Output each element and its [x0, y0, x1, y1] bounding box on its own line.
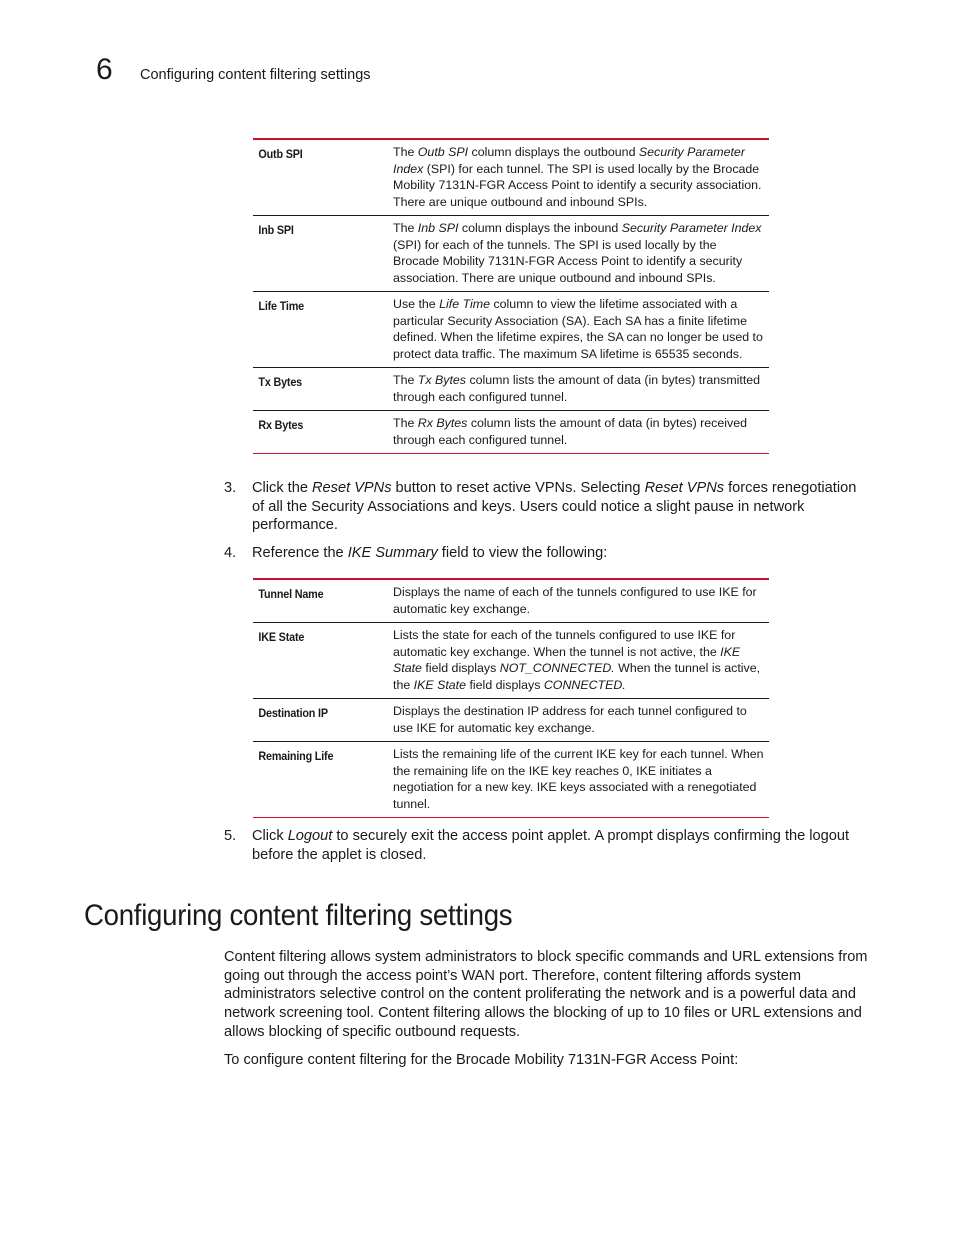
step-4 [224, 544, 870, 563]
italic-text: Tx Bytes [417, 373, 466, 387]
description-cell: Lists the state for each of the tunnels configured to use IKE for automatic key exchange. When the tunnel is not active, the IKE State field displays NOT_CONNECTED. When the tunnel is active, the IKE State field displays CONNECTED. [393, 628, 761, 692]
term-cell: Tunnel Name [258, 587, 324, 601]
step-3 [224, 479, 870, 535]
term-cell: Rx Bytes [258, 418, 304, 432]
running-header-title: Configuring content filtering settings [140, 67, 371, 83]
section-paragraph: To configure content filtering for the Brocade Mobility 7131N-FGR Access Point: [224, 1052, 739, 1068]
description-cell: Displays the destination IP address for each tunnel configured to use IKE for automatic key exchange. [393, 704, 747, 735]
italic-text: Security Parameter Index [393, 145, 745, 176]
step-text: Reference the IKE Summary field to view the following: [252, 545, 608, 561]
step-number: 5. [224, 828, 237, 844]
term-cell: Remaining Life [258, 749, 334, 763]
table-row [253, 216, 769, 292]
table-row [253, 699, 769, 742]
italic-text: Reset VPNs [644, 480, 725, 496]
chapter-number: 6 [96, 53, 113, 86]
vpn-statistics-table [253, 138, 769, 454]
term-cell: Life Time [258, 299, 305, 313]
italic-text: IKE State [413, 677, 467, 692]
description-cell: The Tx Bytes column lists the amount of data (in bytes) transmitted through each configured tunnel. [393, 373, 761, 404]
step-5 [224, 827, 870, 864]
table-row [253, 292, 769, 368]
table-row [253, 579, 769, 623]
italic-text: Outb SPI [417, 145, 469, 159]
italic-text: Inb SPI [417, 221, 459, 235]
step-text: Click the Reset VPNs button to reset active VPNs. Selecting Reset VPNs forces renegotiation of all the Security Associations and keys. Users could notice a slight pause in network performance. [252, 480, 857, 534]
description-cell: Displays the name of each of the tunnels configured to use IKE for automatic key exchange. [393, 585, 757, 616]
step-number: 3. [224, 480, 237, 496]
table-row [253, 139, 769, 216]
italic-text: Security Parameter Index [621, 221, 762, 235]
term-cell: Destination IP [258, 706, 328, 720]
description-cell: The Outb SPI column displays the outbound Security Parameter Index (SPI) for each tunnel. The SPI is used locally by the Brocade Mobility 7131N-FGR Access Point to identify a security association. There are unique outbound and inbound SPIs. [393, 145, 762, 209]
section-heading: Configuring content filtering settings [84, 899, 513, 932]
italic-text: IKE Summary [347, 545, 438, 561]
description-cell: Lists the remaining life of the current IKE key for each tunnel. When the remaining life on the IKE key reaches 0, IKE initiates a negotiation for a new key. IKE keys associated with a renegotiated tunnel. [393, 747, 764, 811]
term-cell: Outb SPI [258, 147, 303, 161]
ike-summary-table [253, 578, 769, 818]
term-cell: IKE State [258, 630, 305, 644]
italic-text: Logout [287, 828, 333, 844]
term-cell: Tx Bytes [258, 375, 302, 389]
italic-text: CONNECTED. [543, 677, 626, 692]
description-cell: The Inb SPI column displays the inbound Security Parameter Index (SPI) for each of the tunnels. The SPI is used locally by the Brocade Mobility 7131N-FGR Access Point to identify a security association. There are unique outbound and inbound SPIs. [393, 221, 762, 285]
description-cell: Use the Life Time column to view the lifetime associated with a particular Security Association (SA). Each SA has a finite lifetime defined. When the lifetime expires, the SA can no longer be used to protect data traffic. The maximum SA lifetime is 65535 seconds. [393, 297, 763, 361]
step-number: 4. [224, 545, 237, 561]
italic-text: Life Time [439, 297, 491, 311]
italic-text: IKE State [393, 644, 741, 675]
italic-text: NOT_CONNECTED. [499, 661, 615, 675]
table-row [253, 368, 769, 411]
term-cell: Inb SPI [258, 223, 294, 237]
italic-text: Reset VPNs [312, 480, 392, 496]
table-row [253, 623, 769, 699]
description-cell: The Rx Bytes column lists the amount of data (in bytes) received through each configured tunnel. [393, 416, 747, 447]
step-text: Click Logout to securely exit the access point applet. A prompt displays confirming the logout before the applet is closed. [252, 828, 850, 863]
table-row [253, 411, 769, 454]
table-row [253, 742, 769, 818]
section-paragraph: Content filtering allows system administrators to block specific commands and URL extensions from going out through the access point’s WAN port. Therefore, content filtering affords system administrators selective control on the content proliferating the network and is a powerful data and network screening tool. Content filtering allows the blocking of up to 10 files or URL extensions and allows blocking of specific outbound requests. [224, 949, 868, 1040]
italic-text: Rx Bytes [417, 416, 468, 430]
